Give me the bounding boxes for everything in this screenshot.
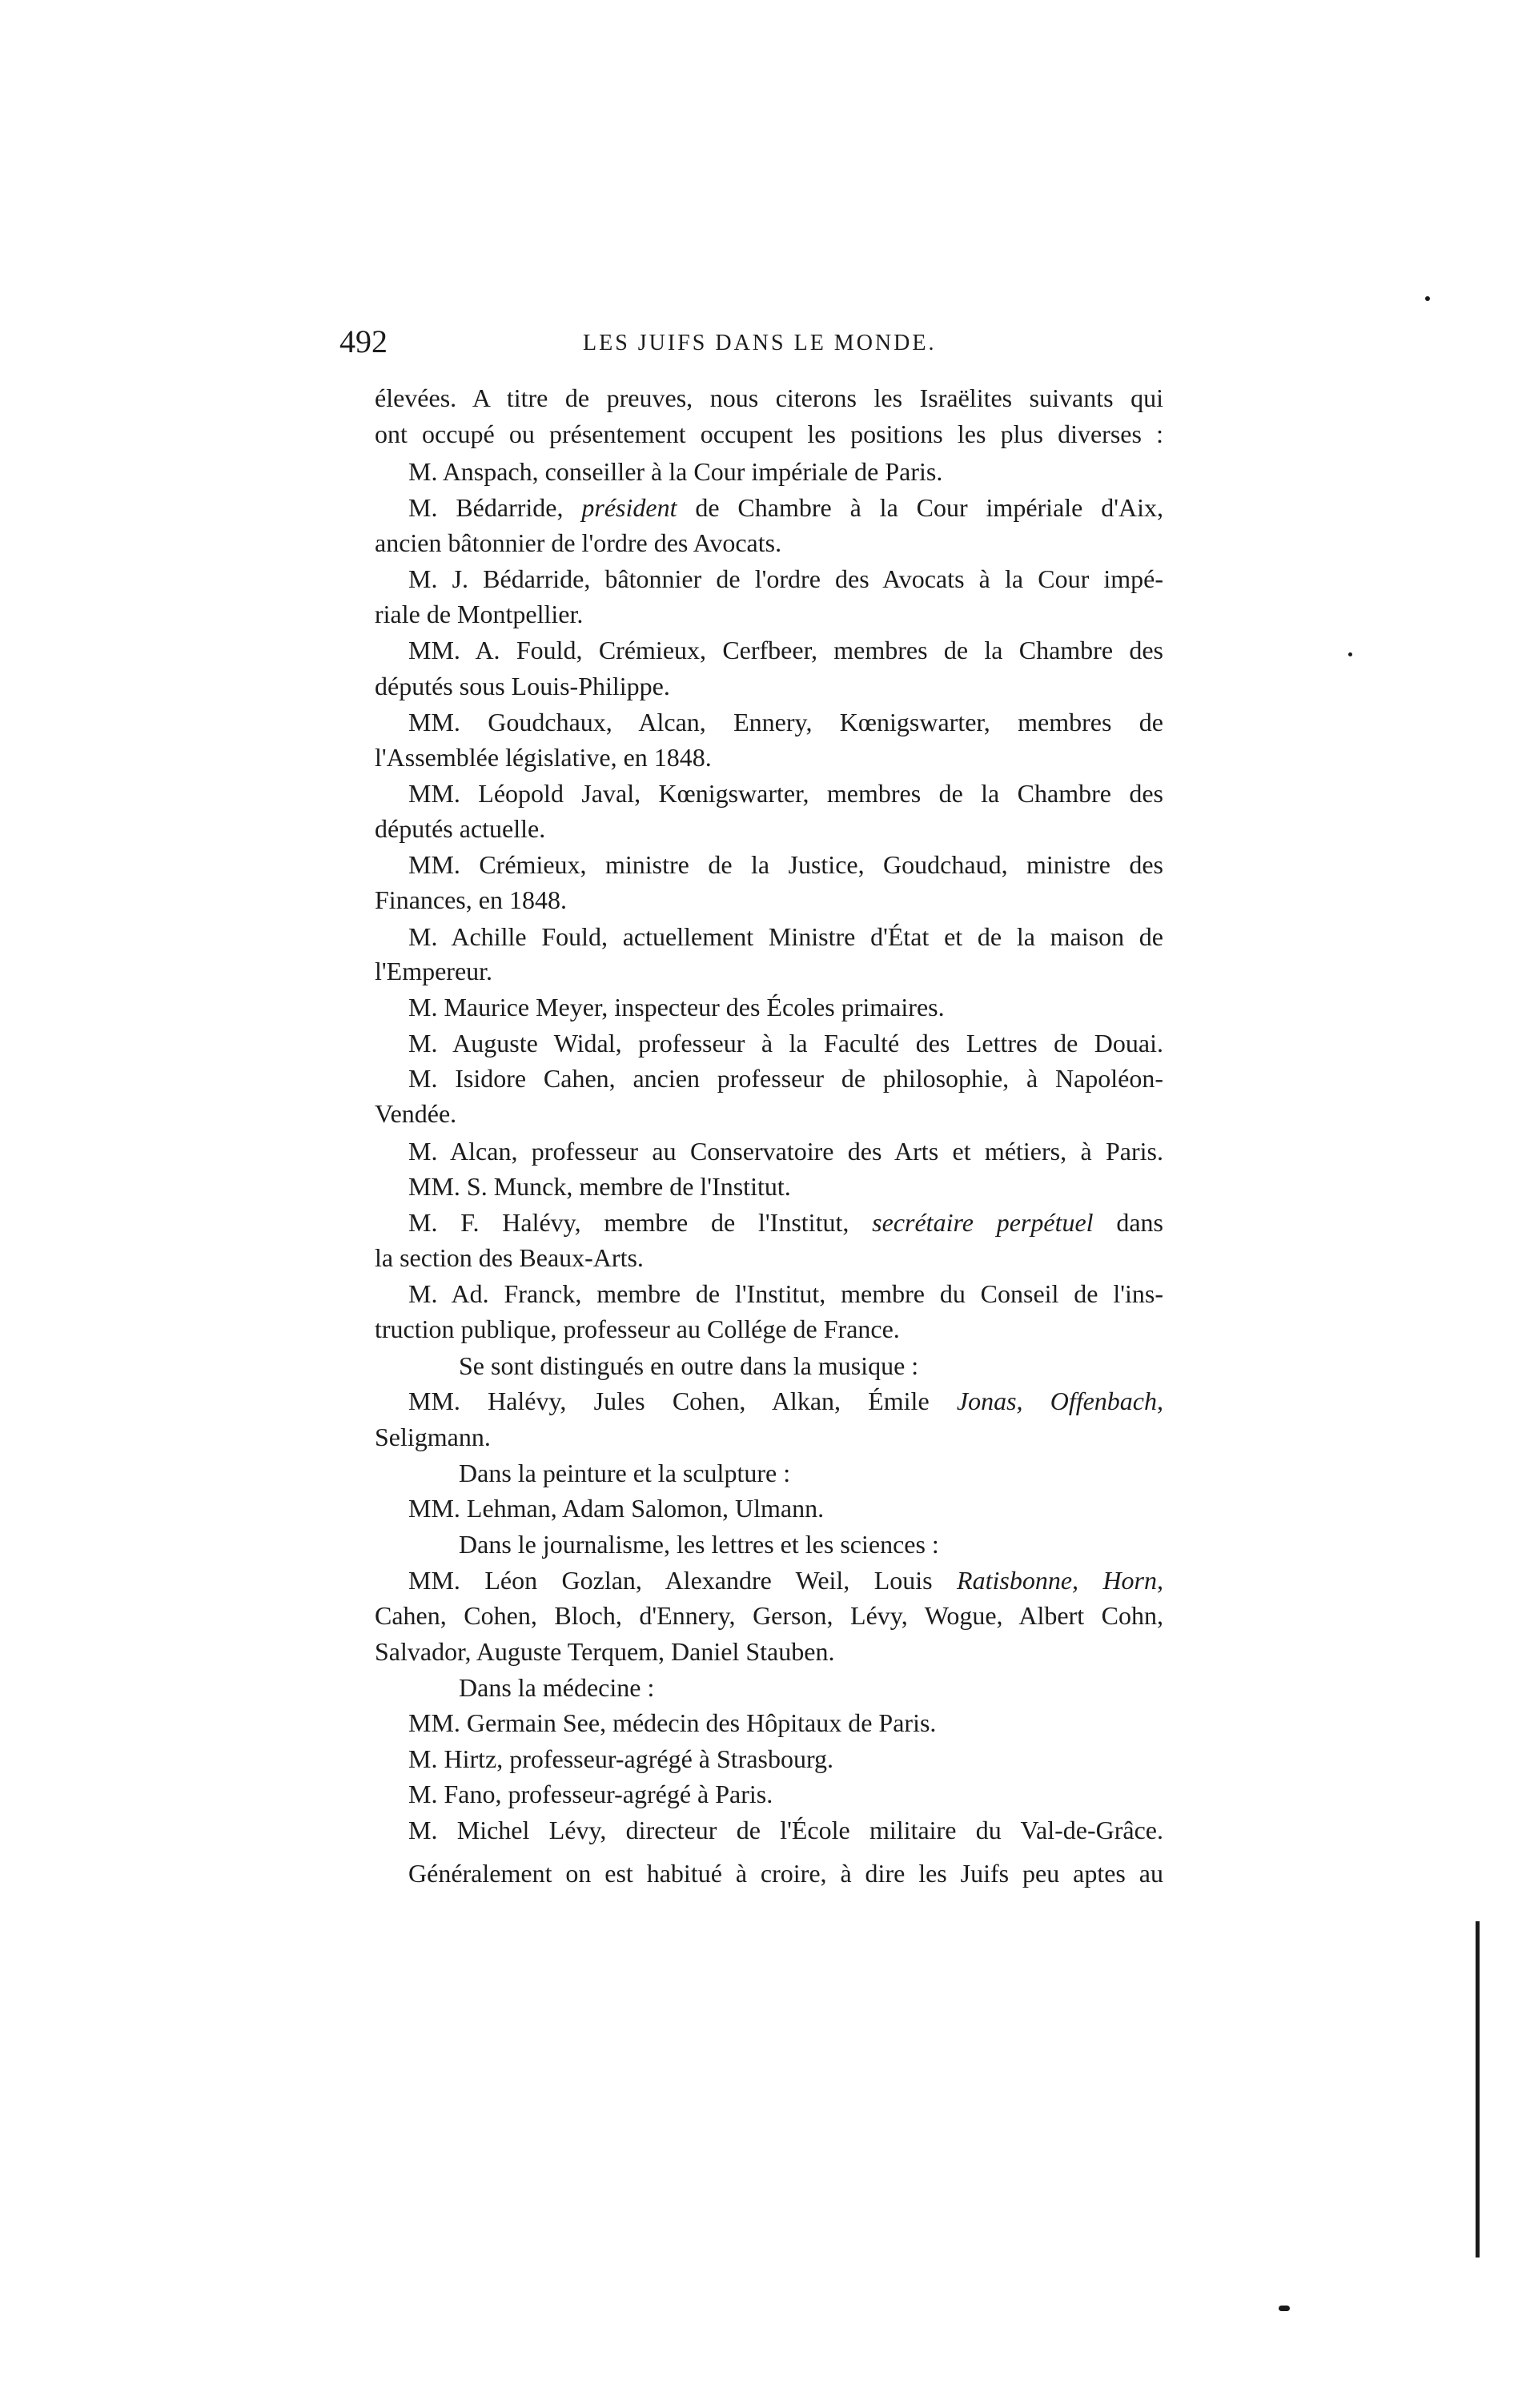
- entry-franck-line-1: M. Ad. Franck, membre de l'Institut, membre du Conseil de l'ins-: [408, 1279, 1163, 1308]
- intro-line-2: ont occupé ou présentement occupent les positions les plus diverses :: [375, 419, 1163, 448]
- margin-dot: [1348, 652, 1352, 656]
- entry-achille-fould-line-1: M. Achille Fould, actuellement Ministre d'État et de la maison de: [408, 922, 1163, 951]
- music-italic-text: Jonas, Offenbach,: [956, 1387, 1164, 1415]
- entry-cremieux-line-1: MM. Crémieux, ministre de la Justice, Goudchaud, ministre des: [408, 850, 1163, 879]
- page-number: 492: [339, 323, 388, 359]
- margin-stain-bar: [1476, 1921, 1480, 2258]
- painting-line-1: MM. Lehman, Adam Salomon, Ulmann.: [408, 1494, 825, 1523]
- medicine-see: MM. Germain See, médecin des Hôpitaux de Paris.: [408, 1708, 937, 1737]
- letters-italic-text: Ratisbonne, Horn,: [957, 1566, 1163, 1595]
- entry-cahen-line-2: Vendée.: [375, 1099, 457, 1128]
- entry-meyer: M. Maurice Meyer, inspecteur des Écoles primaires.: [408, 993, 945, 1021]
- entry-franck-line-2: truction publique, professeur au Collége de France.: [375, 1314, 900, 1343]
- letters-text: MM. Léon Gozlan, Alexandre Weil, Louis: [408, 1566, 958, 1595]
- entry-jbedarride-line-1: M. J. Bédarride, bâtonnier de l'ordre des Avocats à la Cour impé-: [408, 564, 1163, 593]
- entry-text: M. Bédarride,: [408, 493, 582, 522]
- letters-line-3: Salvador, Auguste Terquem, Daniel Stauben.: [375, 1637, 835, 1666]
- entry-javal-line-1: MM. Léopold Javal, Kœnigswarter, membres de la Chambre des: [408, 779, 1163, 808]
- music-heading: Se sont distingués en outre dans la musique :: [459, 1351, 919, 1380]
- entry-text: dans: [1093, 1208, 1164, 1237]
- letters-line-1: [408, 1564, 1163, 1596]
- margin-ink-speck: [1279, 2306, 1290, 2311]
- margin-dot: [1425, 296, 1430, 301]
- medicine-hirtz: M. Hirtz, professeur-agrégé à Strasbourg.: [408, 1744, 834, 1773]
- entry-munck: MM. S. Munck, membre de l'Institut.: [408, 1172, 791, 1201]
- medicine-heading: Dans la médecine :: [459, 1673, 655, 1702]
- running-title: LES JUIFS DANS LE MONDE.: [583, 331, 937, 355]
- entry-fould-line-1: MM. A. Fould, Crémieux, Cerfbeer, membres de la Chambre des: [408, 636, 1163, 664]
- entry-halevy-line-2: la section des Beaux-Arts.: [375, 1243, 644, 1272]
- medicine-fano: M. Fano, professeur-agrégé à Paris.: [408, 1780, 773, 1808]
- music-text: MM. Halévy, Jules Cohen, Alkan, Émile: [408, 1387, 957, 1415]
- letters-heading: Dans le journalisme, les lettres et les sciences :: [459, 1530, 939, 1559]
- entry-bedarride-line-1: [408, 492, 1163, 524]
- intro-line-1: élevées. A titre de preuves, nous citerons les Israëlites suivants qui: [375, 383, 1163, 412]
- entry-goudchaux-line-1: MM. Goudchaux, Alcan, Ennery, Kœnigswarter, membres de: [408, 708, 1163, 736]
- entry-halevy-line-1: [408, 1206, 1163, 1238]
- music-line-1: [408, 1385, 1163, 1417]
- closing-line-1: Généralement on est habitué à croire, à dire les Juifs peu aptes au: [408, 1859, 1163, 1888]
- entry-cremieux-line-2: Finances, en 1848.: [375, 885, 567, 914]
- entry-italic-text: président: [581, 493, 677, 522]
- medicine-levy: M. Michel Lévy, directeur de l'École militaire du Val-de-Grâce.: [408, 1816, 1163, 1844]
- entry-javal-line-2: députés actuelle.: [375, 814, 546, 843]
- music-line-2: Seligmann.: [375, 1423, 491, 1451]
- entry-text: de Chambre à la Cour impériale d'Aix,: [677, 493, 1164, 522]
- entry-jbedarride-line-2: riale de Montpellier.: [375, 600, 584, 628]
- entry-text: M. F. Halévy, membre de l'Institut,: [408, 1208, 873, 1237]
- entry-goudchaux-line-2: l'Assemblée législative, en 1848.: [375, 743, 712, 772]
- letters-line-2: Cahen, Cohen, Bloch, d'Ennery, Gerson, Lévy, Wogue, Albert Cohn,: [375, 1601, 1163, 1630]
- entry-widal: M. Auguste Widal, professeur à la Faculté des Lettres de Douai.: [408, 1029, 1163, 1058]
- entry-achille-fould-line-2: l'Empereur.: [375, 957, 493, 985]
- entry-cahen-line-1: M. Isidore Cahen, ancien professeur de philosophie, à Napoléon-: [408, 1064, 1163, 1093]
- painting-heading: Dans la peinture et la sculpture :: [459, 1459, 791, 1487]
- entry-anspach: M. Anspach, conseiller à la Cour impériale de Paris.: [408, 457, 943, 486]
- entry-bedarride-line-2: ancien bâtonnier de l'ordre des Avocats.: [375, 528, 782, 557]
- entry-fould-line-2: députés sous Louis-Philippe.: [375, 672, 670, 700]
- entry-alcan: M. Alcan, professeur au Conservatoire des Arts et métiers, à Paris.: [408, 1137, 1163, 1166]
- entry-italic-text: secrétaire perpétuel: [872, 1208, 1094, 1237]
